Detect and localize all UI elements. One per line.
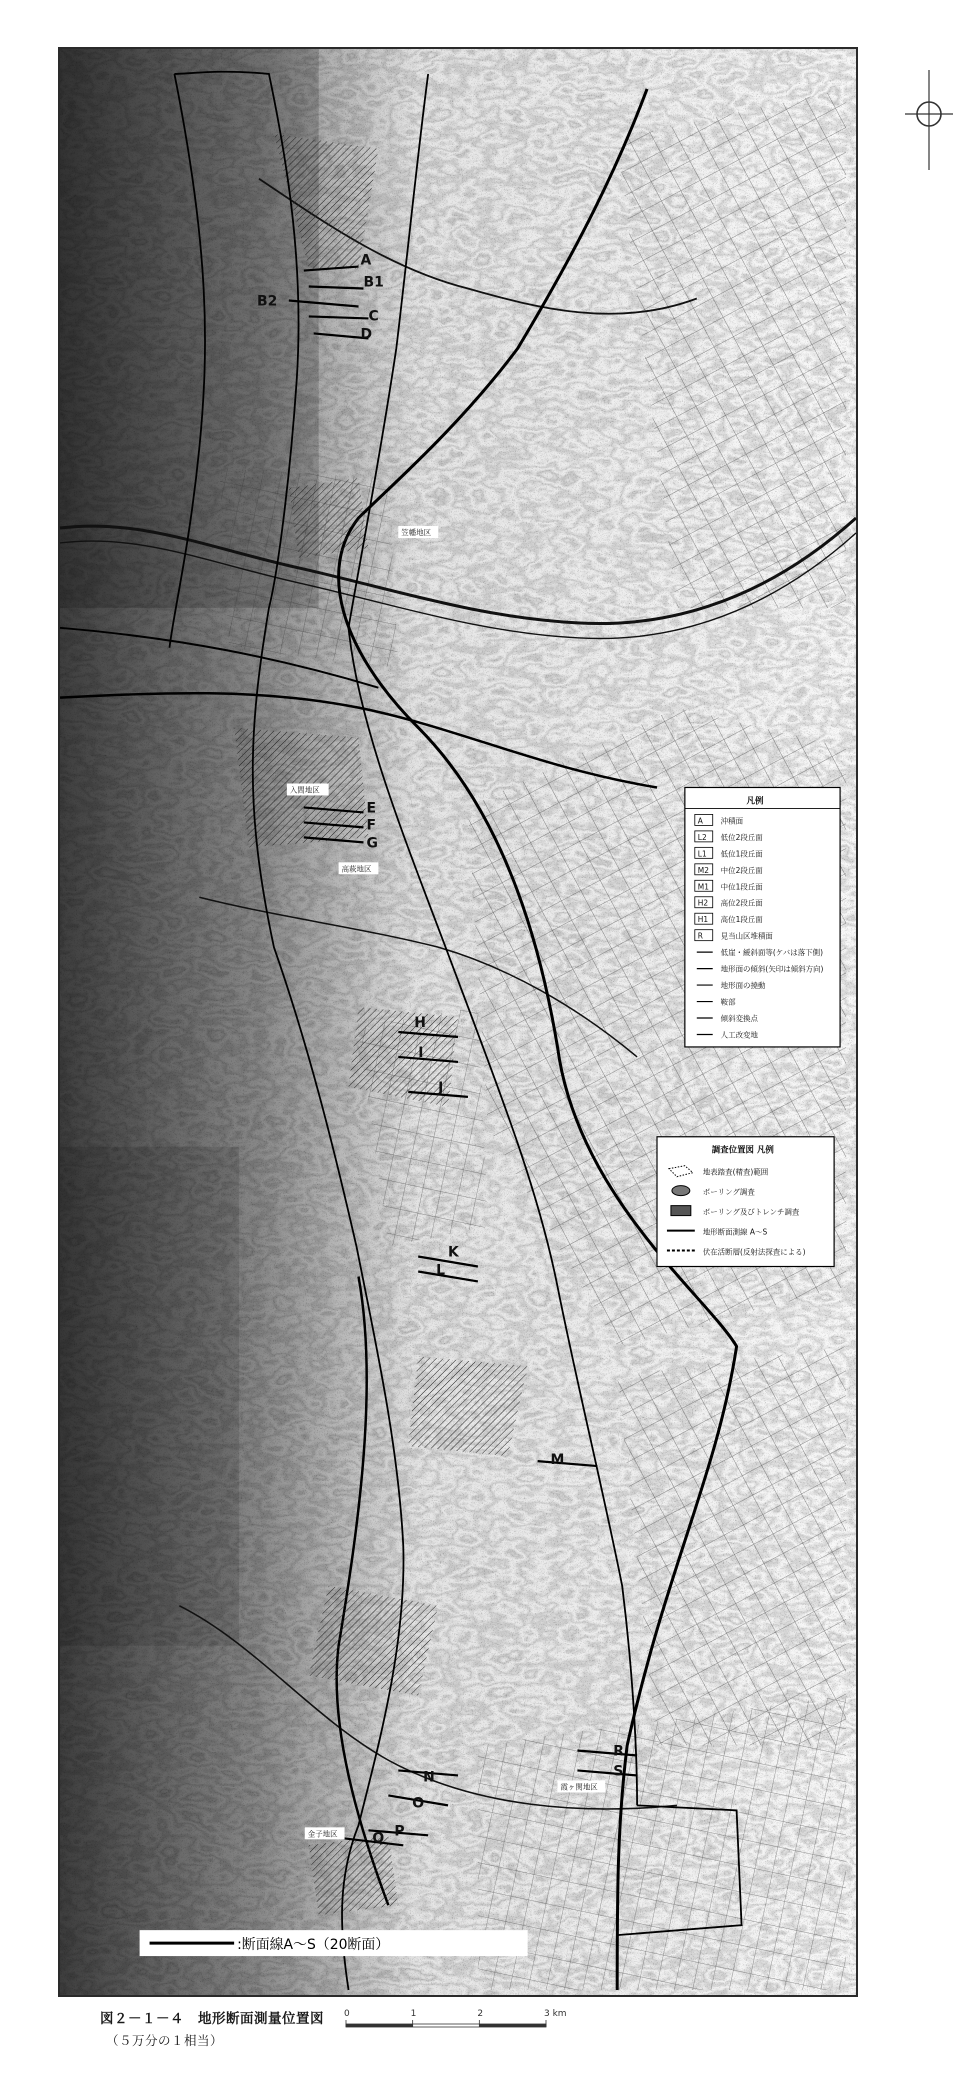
profile-line-note-text: :断面線A～S（20断面）: [237, 1937, 390, 1954]
north-arrow-icon: [905, 70, 953, 170]
legend-terrace-label: 鞍部: [720, 997, 736, 1007]
legend-terrace-label: 傾斜変換点: [720, 1013, 758, 1024]
legend-terrace-code: L2: [697, 832, 707, 842]
legend-survey-title: 調査位置図 凡例: [711, 1144, 774, 1155]
map-canvas: [60, 49, 856, 1995]
section-label-g: G: [366, 835, 378, 852]
legend-terrace-row: [695, 831, 763, 842]
legend-terrace-label: 高位1段丘面: [720, 915, 763, 925]
legend-terrace-code: M1: [697, 882, 709, 892]
legend-terrace-label: 地形面の撓動: [720, 981, 766, 991]
section-label-r: R: [613, 1743, 624, 1760]
scale-tick-label: 0: [344, 2009, 350, 2019]
section-label-q: Q: [372, 1830, 385, 1847]
profile-line-note: [140, 1930, 528, 1956]
legend-terrace-label: 高位2段丘面: [720, 898, 763, 908]
legend-survey: [657, 1137, 834, 1267]
legend-terrace-label: 人工改変地: [720, 1030, 758, 1040]
legend-terrace-label: 低位1段丘面: [720, 849, 763, 859]
topographic-map: [58, 47, 858, 1997]
section-label-n: N: [423, 1769, 435, 1786]
legend-terrace-row: [695, 847, 763, 858]
legend-terrace-label: 見当山区堆積面: [720, 931, 773, 941]
section-label-l: L: [436, 1262, 445, 1279]
legend-terrace-row: [695, 880, 763, 891]
legend-survey-label: 伏在活断層(反射法探査による): [702, 1247, 806, 1257]
section-label-s: S: [613, 1763, 624, 1780]
section-label-a: A: [360, 252, 372, 269]
legend-terrace-row: [695, 913, 763, 924]
legend-terrace-code: M2: [697, 865, 709, 875]
legend-terrace-label: 低位2段丘面: [720, 832, 763, 842]
section-label-b1: B1: [363, 274, 384, 291]
place-label-takahagi: 高萩地区: [341, 864, 372, 874]
legend-terrace-code: H1: [697, 915, 709, 925]
legend-terrace-title: 凡例: [746, 795, 764, 806]
legend-terrace-code: A: [697, 816, 703, 826]
section-label-i: I: [418, 1044, 424, 1061]
legend-terrace-row: [695, 930, 774, 941]
section-label-e: E: [366, 800, 376, 817]
section-label-p: P: [394, 1823, 405, 1840]
legend-survey-label: 地形断面測線 A～S: [702, 1227, 768, 1237]
legend-survey-label: 地表踏査(精査)範囲: [702, 1167, 769, 1177]
scale-tick-label: 1: [410, 2009, 417, 2019]
legend-terrace-code: L1: [697, 849, 707, 859]
section-label-d: D: [360, 326, 373, 343]
legend-terrace-label: 中位2段丘面: [720, 865, 763, 875]
legend-terrace-label: 沖積面: [720, 816, 744, 826]
legend-terrace: [685, 787, 840, 1046]
legend-survey-row: [672, 1186, 755, 1197]
caption-subtitle: （５万分の１相当）: [106, 2033, 224, 2048]
caption-title: 図２－１－４ 地形断面測量位置図: [100, 2011, 324, 2027]
legend-terrace-code: H2: [697, 898, 709, 908]
scale-tick-label: 3 km: [544, 2009, 567, 2019]
legend-survey-label: ボーリング調査: [702, 1187, 755, 1197]
scale-tick-label: 2: [477, 2009, 484, 2019]
scale-bar: [340, 2004, 567, 2044]
section-label-f: F: [366, 817, 376, 834]
place-label-kasumigaseki: 霞ヶ関地区: [560, 1782, 598, 1792]
place-label-kaneko: 金子地区: [307, 1829, 338, 1839]
place-label-kasahata: 笠幡地区: [401, 527, 432, 538]
section-label-h: H: [414, 1014, 426, 1031]
section-label-k: K: [448, 1244, 459, 1261]
place-label-iruma: 入間地区: [289, 785, 320, 795]
section-label-j: J: [438, 1079, 444, 1096]
legend-terrace-label: 中位1段丘面: [720, 882, 763, 892]
section-label-b2: B2: [257, 293, 278, 310]
legend-terrace-label: 地形面の傾斜(矢印は傾斜方向): [720, 964, 824, 974]
section-label-m: M: [550, 1452, 565, 1469]
legend-terrace-row: [695, 864, 763, 875]
legend-terrace-code: R: [697, 931, 703, 941]
legend-survey-label: ボーリング及びトレンチ調査: [702, 1207, 800, 1217]
section-label-o: O: [412, 1795, 425, 1812]
legend-survey-row: [671, 1206, 800, 1217]
legend-terrace-label: 低崖・緩斜面等(ケバは落下側): [720, 948, 824, 958]
legend-terrace-row: [695, 897, 763, 908]
section-label-c: C: [368, 308, 379, 325]
